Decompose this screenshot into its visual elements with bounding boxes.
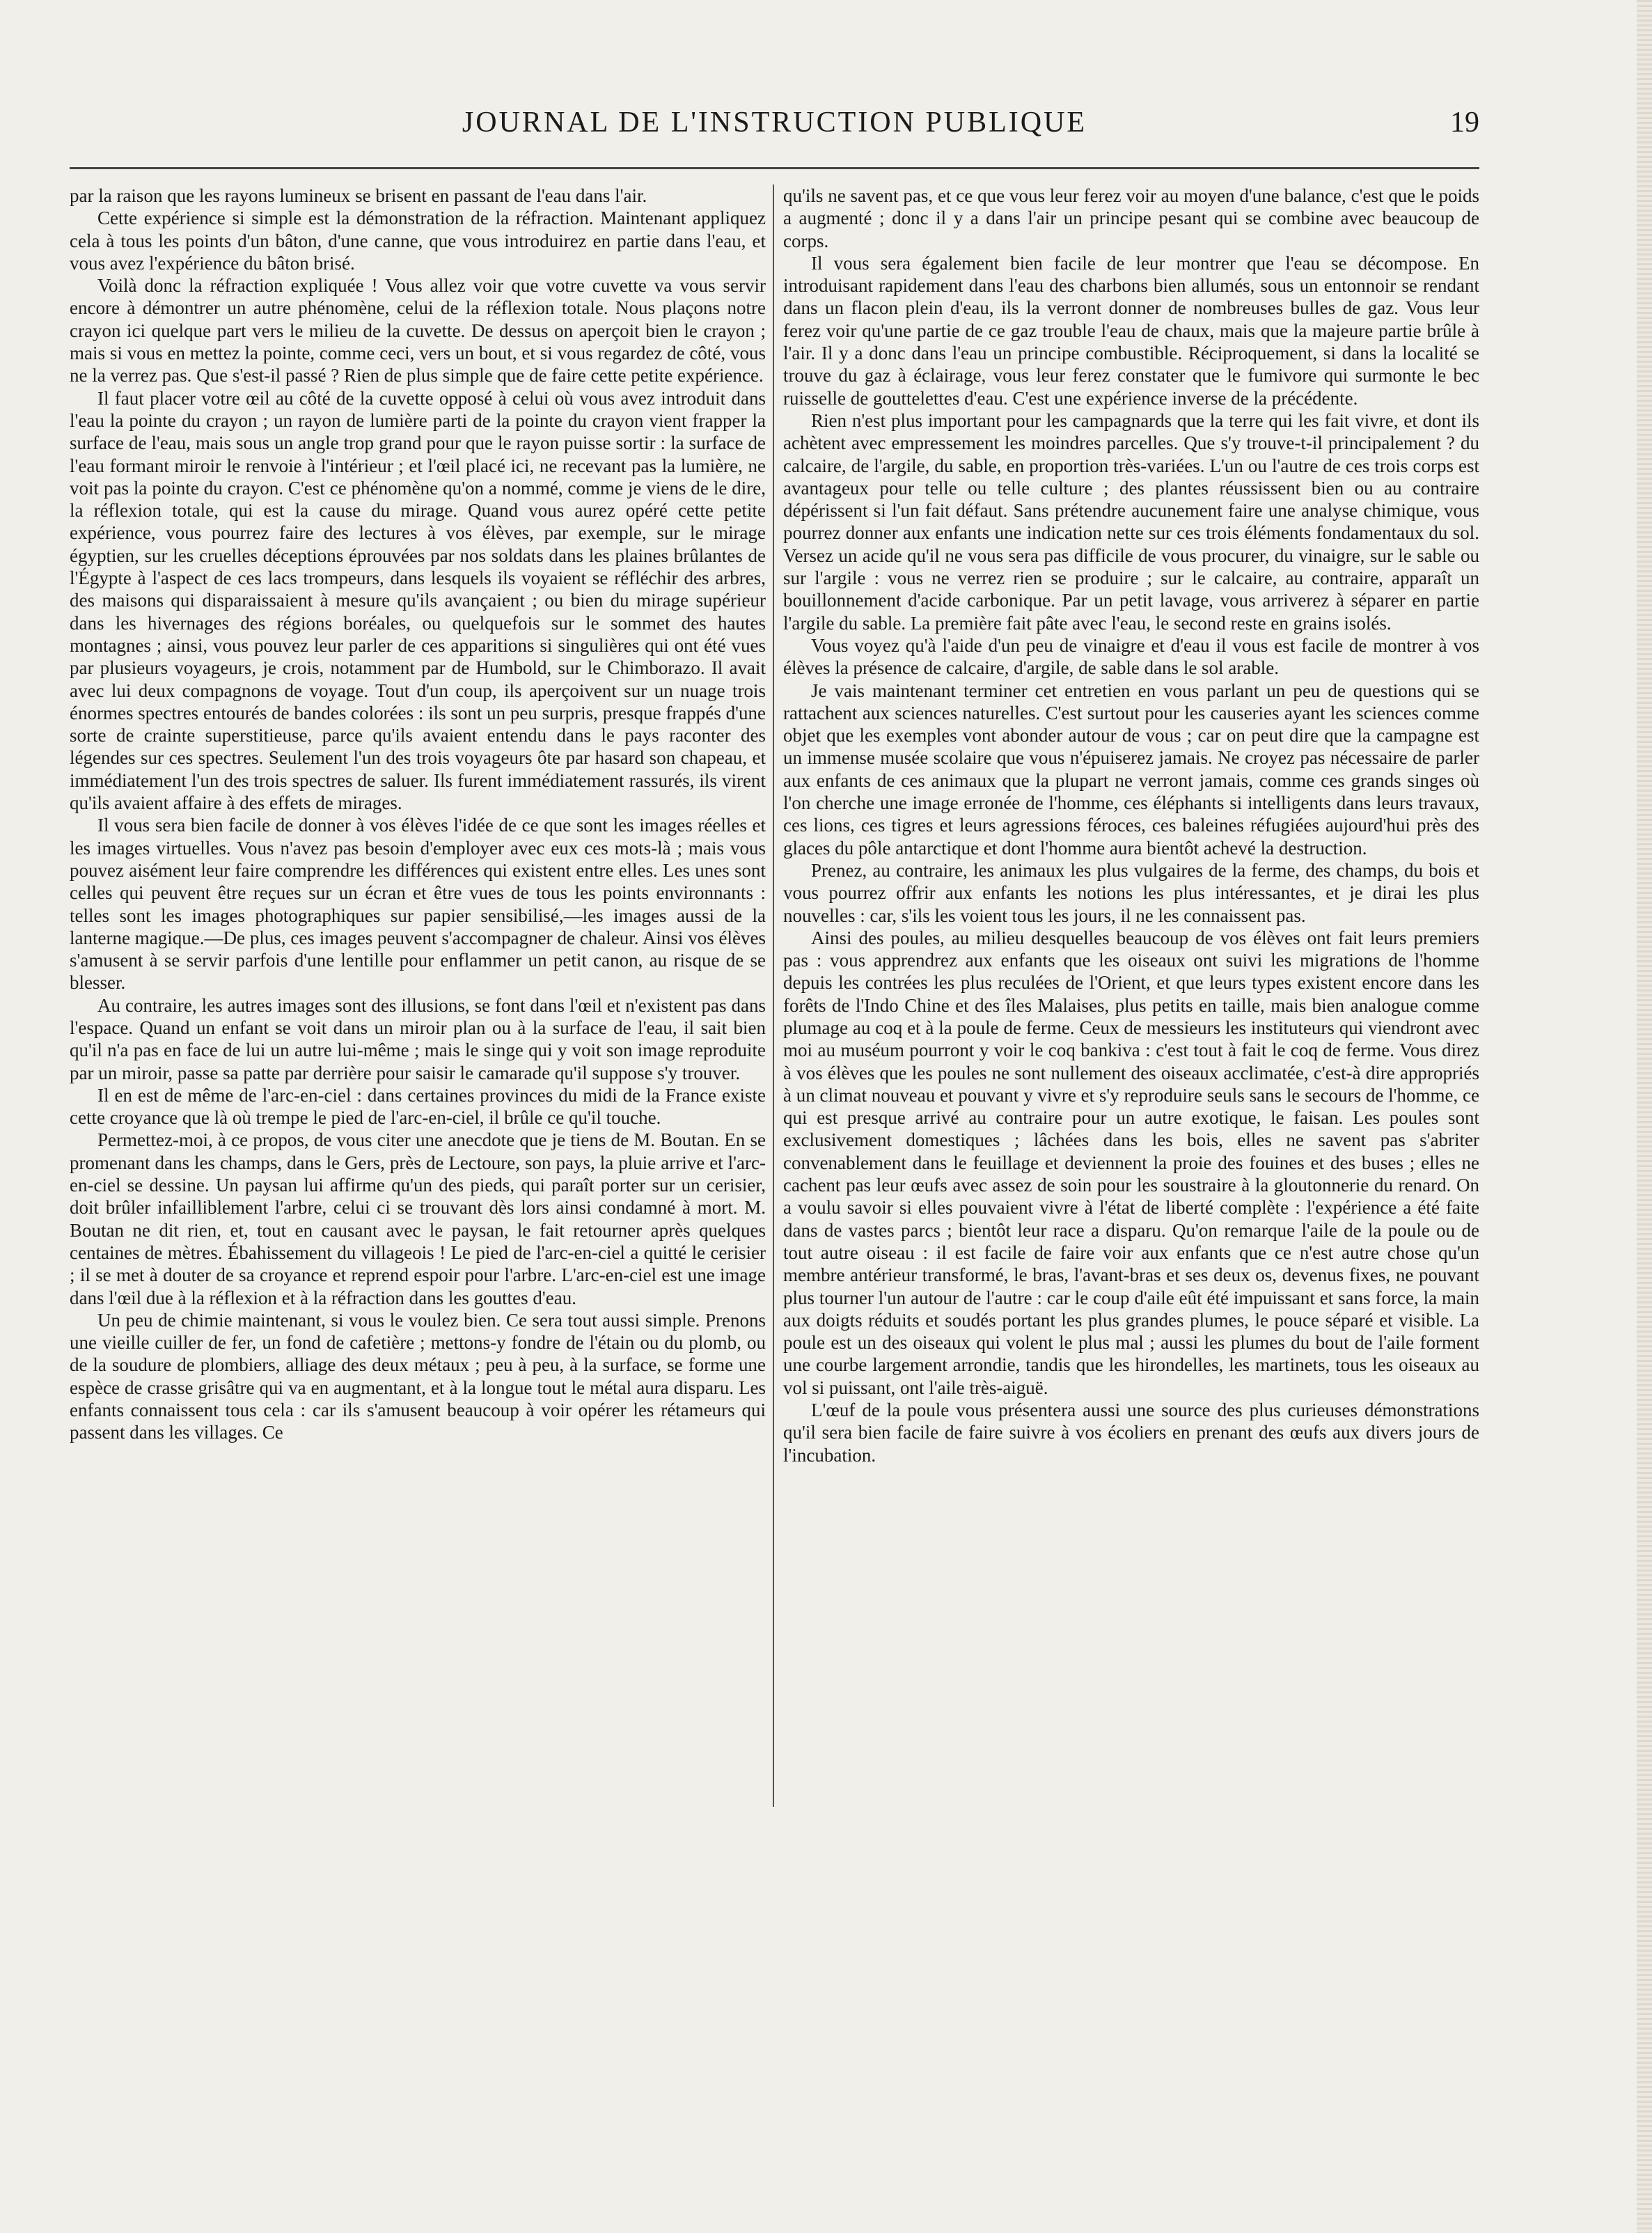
paragraph: Permettez-moi, à ce propos, de vous citer une anecdote que je tiens de M. Boutan. En se promenant dans les champs, dans le Gers, près de Lectoure, son pays, la pluie arrive et l'arc-en-ciel se dessine. Un paysan lui affirme qu'un des pieds, qui paraît porter sur un cerisier, doit brûler infailliblement l'arbre, celui ci se trouvant dès lors ainsi condamné à mort. M. Boutan ne dit rien, et, tout en causant avec le paysan, le fait retourner après quelques centaines de mètres. Ébahissement du villageois ! Le pied de l'arc-en-ciel a quitté le cerisier ; il se met à douter de sa croyance et reprend espoir pour l'arbre. L'arc-en-ciel est une image dans l'œil due à la réflexion et à la réfraction dans les gouttes d'eau.	[70, 1129, 766, 1308]
paragraph: Je vais maintenant terminer cet entretien en vous parlant un peu de questions qui se rattachent aux sciences naturelles. C'est surtout pour les causeries ayant les sciences comme objet que les exemples vont abonder autour de vous ; car on peut dire que la campagne est un immense musée scolaire que vous n'épuiserez jamais. Ne croyez pas nécessaire de parler aux enfants de ces animaux que la plupart ne verront jamais, comme ces grands singes où l'on cherche une image erronée de l'homme, ces éléphants si intelligents dans leurs travaux, ces lions, ces tigres et leurs agressions féroces, ces baleines réfugiées aujourd'hui près des glaces du pôle antarctique et dont l'homme aura bientôt achevé la destruction.	[783, 680, 1479, 859]
journal-title: JOURNAL DE L'INSTRUCTION PUBLIQUE	[462, 107, 1087, 139]
paragraph: qu'ils ne savent pas, et ce que vous leur ferez voir au moyen d'une balance, c'est que le poids a augmenté ; donc il y a dans l'air un principe pesant qui se combine avec beaucoup de corps.	[783, 185, 1479, 251]
column-divider	[773, 185, 774, 1807]
paragraph: Un peu de chimie maintenant, si vous le voulez bien. Ce sera tout aussi simple. Prenons une vieille cuiller de fer, un fond de cafetière ; mettons-y fondre de l'étain ou du plomb, ou de la soudure de plombiers, alliage des deux métaux ; peu à peu, à la surface, se forme une espèce de crasse grisâtre qui va en augmentant, et à la longue tout le métal aura disparu. Les enfants connaissent tous cela : car ils s'amusent beaucoup à voir opérer les rétameurs qui passent dans les villages. Ce	[70, 1309, 766, 1443]
paragraph: Il en est de même de l'arc-en-ciel : dans certaines provinces du midi de la France existe cette croyance que là où trempe le pied de l'arc-en-ciel, il brûle ce qu'il touche.	[70, 1084, 766, 1129]
header-rule	[70, 167, 1479, 169]
paragraph: Vous voyez qu'à l'aide d'un peu de vinaigre et d'eau il vous est facile de montrer à vos élèves la présence de calcaire, d'argile, de sable dans le sol arable.	[783, 634, 1479, 679]
paragraph: Voilà donc la réfraction expliquée ! Vous allez voir que votre cuvette va vous servir encore à démontrer un autre phénomène, celui de la réflexion totale. Nous plaçons notre crayon ici quelque part vers le milieu de la cuvette. De dessus on aperçoit bien le crayon ; mais si vous en mettez la pointe, comme ceci, vers un bout, et si vous regardez de côté, vous ne la verrez pas. Que s'est-il passé ? Rien de plus simple que de faire cette petite expérience.	[70, 275, 766, 386]
paragraph: Prenez, au contraire, les animaux les plus vulgaires de la ferme, des champs, du bois et vous pourrez offrir aux enfants les notions les plus intéressantes, et je dirai les plus nouvelles : car, s'ils les voient tous les jours, il ne les connaissent pas.	[783, 859, 1479, 926]
paragraph: Ainsi des poules, au milieu desquelles beaucoup de vos élèves ont fait leurs premiers pas : vous apprendrez aux enfants que les oiseaux ont suivi les migrations de l'homme depuis les contrées les plus reculées de l'Orient, et que leurs types existent encore dans les forêts de l'Indo Chine et des îles Malaises, plus petits en taille, mais bien analogue comme plumage au coq et à la poule de ferme. Ceux de messieurs les instituteurs qui viendront avec moi au muséum pourront y voir le coq bankiva : c'est tout à fait le coq de ferme. Vous direz à vos élèves que les poules ne sont nullement des oiseaux acclimatée, c'est-à dire appropriés à un climat nouveau et pouvant y vivre et s'y reproduire seuls sans le secours de l'homme, ce qui est presque arrivé au contraire pour un autre exotique, le faisan. Les poules sont exclusivement domestiques ; lâchées dans les bois, elles ne savent pas s'abriter convenablement dans le feuillage et deviennent la proie des fouines et des buses ; elles ne cachent pas leur œufs avec assez de soin pour les soustraire à la gloutonnerie du renard. On a voulu savoir si elles pouvaient vivre à l'état de liberté complète : l'expérience a été faite dans de vastes parcs ; bientôt leur race a disparu. Qu'on remarque l'aile de la poule ou de tout autre oiseau : il est facile de faire voir aux enfants que ce n'est autre chose qu'un membre antérieur transformé, le bras, l'avant-bras et ses deux os, devenus fixes, ne pouvant plus tourner l'un autour de l'autre : car le coup d'aile eût été impuissant et sans force, la main aux doigts réduits et soudés portant les plus grandes plumes, le pouce séparé et visible. La poule est un des oiseaux qui volent le plus mal ; aussi les plumes du bout de l'aile forment une courbe largement arrondie, tandis que les hirondelles, les martinets, tous les oiseaux au vol si puissant, ont l'aile très-aiguë.	[783, 927, 1479, 1398]
paragraph: Cette expérience si simple est la démonstration de la réfraction. Maintenant appliquez cela à tous les points d'un bâton, d'une canne, que vous introduirez en partie dans l'eau, et vous avez l'expérience du bâton brisé.	[70, 207, 766, 274]
paragraph: par la raison que les rayons lumineux se brisent en passant de l'eau dans l'air.	[70, 185, 647, 206]
paragraph: Il vous sera bien facile de donner à vos élèves l'idée de ce que sont les images réelles et les images virtuelles. Vous n'avez pas besoin d'employer avec eux ces mots-là ; mais vous pouvez aisément leur faire comprendre les différences qui existent entre elles. Les unes sont celles qui peuvent être reçues sur un écran et être vues de tous les points environnants : telles sont les images photographiques sur papier sensibilisé,—les images aussi de la lanterne magique.—De plus, ces images peuvent s'accompagner de chaleur. Ainsi vos élèves s'amusent à se servir parfois d'une lentille pour enflammer un petit canon, au risque de se blesser.	[70, 815, 766, 994]
left-column	[70, 185, 766, 2225]
page-header	[70, 106, 1479, 155]
paragraph: Il faut placer votre œil au côté de la cuvette opposé à celui où vous avez introduit dans l'eau la pointe du crayon ; un rayon de lumière parti de la pointe du crayon vient frapper la surface de l'eau, mais sous un angle trop grand pour que le rayon puisse sortir : la surface de l'eau formant miroir le renvoie à l'intérieur ; et l'œil placé ici, ne recevant pas la lumière, ne voit pas la pointe du crayon. C'est ce phénomène qu'on a nommé, comme je viens de le dire, la réflexion totale, qui est la cause du mirage. Quand vous aurez opéré cette petite expérience, vous pourrez faire des lectures à vos élèves, par exemple, sur le mirage égyptien, sur les cruelles déceptions éprouvées par nos soldats dans les plaines brûlantes de l'Égypte à l'aspect de ces lacs trompeurs, dans lesquels ils voyaient se réfléchir des arbres, des maisons qui disparaissaient à mesure qu'ils avançaient ; ou bien du mirage supérieur dans les hivernages des régions boréales, ou quelquefois sur le sommet des hautes montagnes ; ainsi, vous pouvez leur parler de ces apparitions si singulières qui ont été vues par plusieurs voyageurs, je crois, notamment par de Humbold, sur le Chimborazo. Il avait avec lui deux compagnons de voyage. Tout d'un coup, ils aperçoivent sur un nuage trois énormes spectres entourés de bandes colorées : ils sont un peu surpris, presque frappés d'une sorte de crainte superstitieuse, parce qu'ils avaient entendu dans le pays raconter des légendes sur ces spectres. Seulement l'un des trois voyageurs ôte par hasard son chapeau, et immédiatement l'un des trois spectres de saluer. Ils furent immédiatement rassurés, ils virent qu'ils avaient affaire à des effets de mirages.	[70, 387, 766, 814]
paragraph: L'œuf de la poule vous présentera aussi une source des plus curieuses démonstrations qu'il sera bien facile de faire suivre à vos écoliers en prenant des œufs aux divers jours de l'incubation.	[783, 1400, 1479, 1466]
page-number: 19	[1450, 107, 1479, 139]
page-edge	[1637, 0, 1652, 2233]
paragraph: Il vous sera également bien facile de leur montrer que l'eau se décompose. En introduisant rapidement dans l'eau des charbons bien allumés, sous un entonnoir se rendant dans un flacon plein d'eau, ils la verront donner de nombreuses bulles de gaz. Vous leur ferez voir qu'une partie de ce gaz trouble l'eau de chaux, mais que la majeure partie brûle à l'air. Il y a donc dans l'eau un principe combustible. Réciproquement, si dans la localité se trouve du gaz à éclairage, vous leur ferez constater que le fumivore qui surmonte le bec ruisselle de gouttelettes d'eau. C'est une expérience inverse de la précédente.	[783, 252, 1479, 409]
paragraph: Au contraire, les autres images sont des illusions, se font dans l'œil et n'existent pas dans l'espace. Quand un enfant se voit dans un miroir plan ou à la surface de l'eau, il sait bien qu'il n'a pas en face de lui un autre lui-même ; mais le singe qui y voit son image reproduite par un miroir, passe sa patte par derrière pour saisir le camarade qu'il suppose s'y trouver.	[70, 994, 766, 1083]
paragraph: Rien n'est plus important pour les campagnards que la terre qui les fait vivre, et dont ils achètent avec empressement les moindres parcelles. Que s'y trouve-t-il principalement ? du calcaire, de l'argile, du sable, en proportion très-variées. L'un ou l'autre de ces trois corps est avantageux pour telle ou telle culture ; des plantes réussissent bien ou au contraire dépérissent si l'un fait défaut. Sans prétendre aucunement faire une analyse chimique, vous pourrez donner aux enfants une indication nette sur ces trois éléments fondamentaux du sol. Versez un acide qu'il ne vous sera pas difficile de vous procurer, du vinaigre, sur le sable ou sur l'argile : vous ne verrez rien se produire ; sur le calcaire, au contraire, apparaît un bouillonnement d'acide carbonique. Par un petit lavage, vous arriverez à séparer en partie l'argile du sable. La première fait pâte avec l'eau, le second reste en grains isolés.	[783, 409, 1479, 634]
right-column	[783, 185, 1479, 2225]
